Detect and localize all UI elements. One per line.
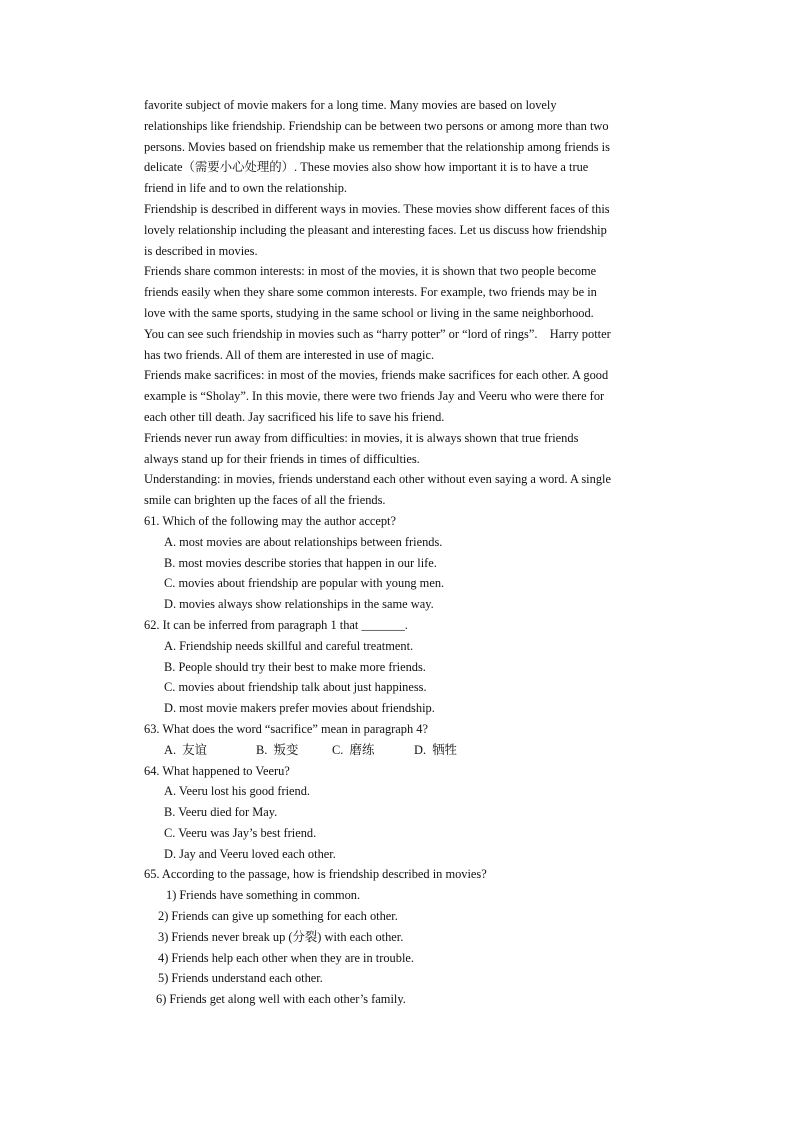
- answer-option-b: B. Veeru died for May.: [164, 805, 278, 820]
- passage-line: love with the same sports, studying in the same school or living in the same neighborhood.: [144, 305, 594, 320]
- passage-line: lovely relationship including the pleasant and interesting faces. Let us discuss how friendship: [144, 222, 607, 237]
- passage-line: Friends make sacrifices: in most of the movies, friends make sacrifices for each other. A good: [144, 368, 609, 383]
- passage-line: Friends share common interests: in most of the movies, it is shown that two people become: [144, 264, 597, 279]
- statement-4: 4) Friends help each other when they are in trouble.: [158, 950, 414, 965]
- question-stem: 63. What does the word “sacrifice” mean in paragraph 4?: [144, 721, 428, 736]
- answer-option-d: D. movies always show relationships in the same way.: [164, 597, 434, 612]
- passage-paragraph-5: [144, 428, 676, 470]
- passage-line: delicate（需要小心处理的）. These movies also show how important it is to have a true: [144, 160, 589, 175]
- statement-2: 2) Friends can give up something for each other.: [158, 909, 398, 924]
- passage-line: friend in life and to own the relationship.: [144, 181, 348, 196]
- answer-option-a: A. 友谊: [164, 742, 208, 757]
- answer-option-c: C. 磨练: [332, 742, 375, 757]
- answer-option-c: C. movies about friendship talk about just happiness.: [164, 680, 427, 695]
- statement-3: 3) Friends never break up (分裂) with each other.: [158, 929, 404, 944]
- statement-6: 6) Friends get along well with each other’s family.: [156, 992, 406, 1007]
- passage-line: friends easily when they share some common interests. For example, two friends may be in: [144, 285, 597, 300]
- question-61: [144, 511, 676, 615]
- passage-paragraph-2: [144, 199, 676, 261]
- answer-option-b: B. most movies describe stories that happen in our life.: [164, 555, 437, 570]
- question-stem: 65. According to the passage, how is friendship described in movies?: [144, 867, 487, 882]
- question-65: [144, 864, 676, 1010]
- passage-line: Understanding: in movies, friends understand each other without even saying a word. A single: [144, 472, 611, 487]
- answer-option-c: C. movies about friendship are popular with young men.: [164, 576, 445, 591]
- question-63: [144, 719, 676, 761]
- passage-line: Friendship is described in different ways in movies. These movies show different faces of this: [144, 201, 610, 216]
- question-stem: 62. It can be inferred from paragraph 1 that _______.: [144, 617, 408, 632]
- passage-line: is described in movies.: [144, 243, 258, 258]
- passage-paragraph-1: [144, 95, 676, 199]
- answer-option-b: B. People should try their best to make more friends.: [164, 659, 426, 674]
- passage-paragraph-6: [144, 469, 676, 511]
- passage-line: each other till death. Jay sacrificed his life to save his friend.: [144, 409, 445, 424]
- exam-page: [144, 95, 676, 1010]
- question-stem: 64. What happened to Veeru?: [144, 763, 290, 778]
- answer-option-a: A. Friendship needs skillful and careful treatment.: [164, 638, 414, 653]
- question-stem: 61. Which of the following may the author accept?: [144, 513, 396, 528]
- passage-line: persons. Movies based on friendship make us remember that the relationship among friends is: [144, 139, 610, 154]
- passage-line: relationships like friendship. Friendship can be between two persons or among more than two: [144, 118, 609, 133]
- passage-line: You can see such friendship in movies such as “harry potter” or “lord of rings”. Harry potter: [144, 326, 611, 341]
- passage-paragraph-4: [144, 365, 676, 427]
- answer-option-c: C. Veeru was Jay’s best friend.: [164, 825, 317, 840]
- answer-option-a: A. Veeru lost his good friend.: [164, 784, 311, 799]
- passage-line: example is “Sholay”. In this movie, there were two friends Jay and Veeru who were there for: [144, 389, 605, 404]
- answer-option-d: D. 牺牲: [414, 742, 458, 757]
- answer-options-row: [144, 740, 676, 761]
- question-62: [144, 615, 676, 719]
- question-64: [144, 761, 676, 865]
- passage-line: smile can brighten up the faces of all the friends.: [144, 493, 386, 508]
- passage-line: has two friends. All of them are interested in use of magic.: [144, 347, 435, 362]
- passage-line: Friends never run away from difficulties: in movies, it is always shown that true friends: [144, 430, 579, 445]
- statement-5: 5) Friends understand each other.: [158, 971, 323, 986]
- answer-option-d: D. Jay and Veeru loved each other.: [164, 846, 336, 861]
- statement-1: 1) Friends have something in common.: [166, 888, 361, 903]
- answer-option-d: D. most movie makers prefer movies about friendship.: [164, 701, 435, 716]
- passage-line: favorite subject of movie makers for a long time. Many movies are based on lovely: [144, 98, 557, 112]
- passage-line: always stand up for their friends in times of difficulties.: [144, 451, 420, 466]
- answer-option-a: A. most movies are about relationships between friends.: [164, 534, 443, 549]
- passage-paragraph-3: [144, 261, 676, 365]
- answer-option-b: B. 叛变: [256, 742, 299, 757]
